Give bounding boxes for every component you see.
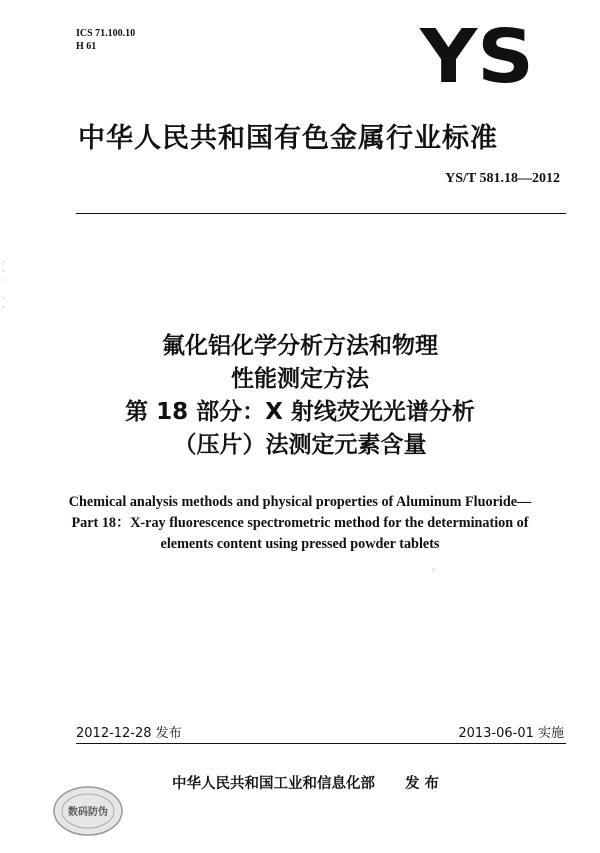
- issue-date: 2012-12-28 发布: [76, 726, 182, 741]
- english-title: [60, 492, 540, 555]
- chinese-title-line: （压片）法测定元素含量: [173, 432, 427, 458]
- implementation-date: 2013-06-01 实施: [458, 726, 564, 741]
- standard-category-title: 中华人民共和国有色金属行业标准: [78, 123, 498, 154]
- classification-codes: [76, 27, 135, 53]
- standard-number: YS/T 581.18—2012: [445, 171, 560, 186]
- english-title-line: elements content using pressed powder tablets: [160, 536, 440, 552]
- chinese-title-line: 性能测定方法: [231, 366, 369, 392]
- anti-counterfeit-seal: [50, 784, 126, 838]
- english-title-line: Part 18：X-ray fluorescence spectrometric method for the determination of: [71, 515, 529, 531]
- ics-code: ICS 71.100.10: [76, 28, 136, 39]
- english-title-line: Chemical analysis methods and physical properties of Aluminum Fluoride—: [68, 494, 532, 510]
- seal-text: 数码防伪: [68, 807, 108, 818]
- chinese-title-line: 第 18 部分：X 射线荧光光谱分析: [125, 399, 475, 425]
- ccs-code: H 61: [76, 41, 97, 52]
- issuer-name: 中华人民共和国工业和信息化部: [172, 776, 375, 792]
- scan-dot: ·: [432, 566, 435, 576]
- footer-divider: [76, 743, 566, 744]
- ys-logo-text: YS: [418, 22, 534, 88]
- issuer: [172, 772, 439, 793]
- issuer-action: 发 布: [405, 776, 440, 792]
- chinese-title-line: 氟化铝化学分析方法和物理: [162, 333, 438, 359]
- scan-margin-marks: · · · · ·: [2, 258, 5, 312]
- header-divider: [76, 213, 566, 214]
- chinese-title: [60, 330, 540, 462]
- ys-logo: [418, 22, 536, 88]
